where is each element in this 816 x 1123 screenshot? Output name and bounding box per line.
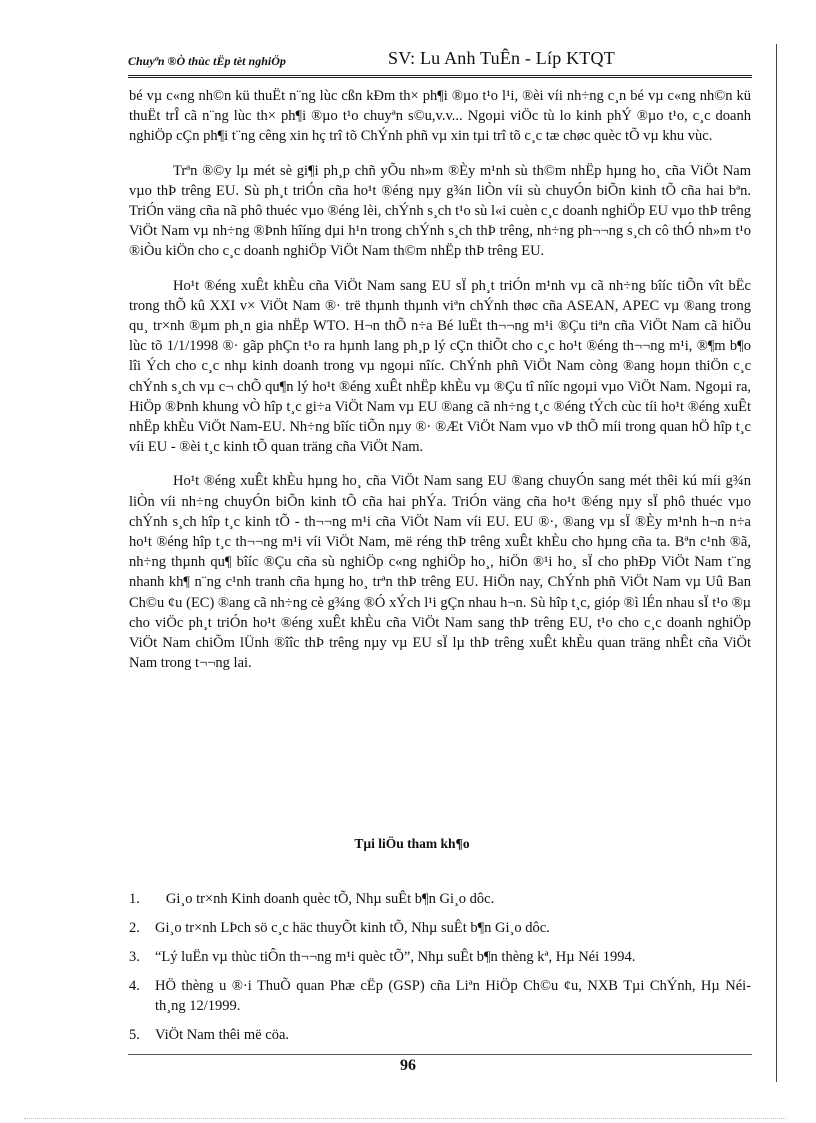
paragraph: Trªn ®©y lµ mét sè gi¶i ph¸p chñ yÕu nh»m ®Èy m¹nh sù th©m nhËp hµng ho¸ cña ViÖt Nam vµo thÞ trêng EU. Sù ph¸t triÓn cña ho¹t ®éng nµy g¾n liÒn víi sù chuyÓn biÕn kinh tÕ cña hai bªn. TriÓn väng cña nã phô thuéc vµo ®éng lèi, chÝnh s¸ch t¹o sù l«i cuèn c¸c doanh nghiÖp EU vµo thÞ trêng ViÖt Nam vµ nh÷ng ®Þnh hîíng dµi h¹n trong chÝnh s¸ch thÞ trêng, nh÷ng ph¬¬ng s¸ch cô thÓ nh»m t¹o ®iÒu kiÖn cho c¸c doanh nghiÖp ViÖt Nam th©m nhËp thÞ trêng EU. bbox=[129, 162, 751, 260]
reference-item bbox=[129, 1025, 751, 1045]
page-number: 96 bbox=[400, 1057, 416, 1074]
reference-item bbox=[129, 947, 751, 967]
reference-text: HÖ thèng u ®·i ThuÕ quan Phæ cËp (GSP) cña Liªn HiÖp Ch©u ¢u, NXB Tµi ChÝnh, Hµ Néi- th¸ng 12/1999. bbox=[155, 978, 751, 1014]
reference-text: Gi¸o tr×nh LÞch sö c¸c häc thuyÕt kinh tÕ, Nhµ suÊt b¶n Gi¸o dôc. bbox=[155, 920, 550, 936]
page-frame-bottom bbox=[24, 1118, 786, 1119]
paragraph: Ho¹t ®éng xuÊt khÈu cña ViÖt Nam sang EU sÏ ph¸t triÓn m¹nh vµ cã nh÷ng bîíc tiÕn vît bËc trong thÕ kû XXI v× ViÖt Nam ®· trë thµnh thµnh viªn chÝnh thøc cña ASEAN, APEC vµ ®ang trong qu¸ tr×nh ®µm ph¸n gia nhËp WTO. H¬n thÕ n÷a Bé luËt th¬¬ng m¹i ®Çu tiªn cña ViÖt Nam cã hiÖu lùc tõ 1/1/1998 ®· gãp phÇn t¹o ra hµnh lang ph¸p lý cÇn thiÕt cho c¸c ho¹t ®éng th¬¬ng m¹i, ®¶m b¶o lîi Ých cho c¸c nhµ kinh doanh trong vµ ngoµi nîíc. ChÝnh phñ ViÖt Nam còng ®ang hoµn thiÖn c¸c chÝnh s¸ch vµ c¬ chÕ qu¶n lý ho¹t ®éng xuÊt nhËp khÈu vµ ®Çu tî nîíc ngoµi vµo ViÖt Nam. Ngoµi ra, HiÖp ®Þnh khung vÒ hîp t¸c gi÷a ViÖt Nam vµ EU ®ang cã nh÷ng t¸c ®éng tÝch cùc tíi ho¹t ®éng xuÊt nhËp khÈu ViÖt Nam-EU. Nh÷ng bîíc tiÕn nµy ®· ®Æt ViÖt Nam vµo vÞ thÕ míi trong quan hÖ hîp t¸c víi EU - ®èi t¸c kinh tÕ quan träng cña ViÖt Nam. bbox=[129, 277, 751, 456]
reference-item bbox=[129, 918, 751, 938]
references-title bbox=[0, 836, 816, 852]
reference-number: 1. bbox=[129, 891, 140, 907]
header-author: SV: Lu Anh TuÊn - Líp KTQT bbox=[388, 48, 615, 68]
reference-number: 2. bbox=[129, 920, 140, 936]
reference-number: 3. bbox=[129, 949, 140, 965]
reference-number: 5. bbox=[129, 1027, 140, 1043]
paragraph: Ho¹t ®éng xuÊt khÈu hµng ho¸ cña ViÖt Nam sang EU ®ang chuyÓn sang mét thêi kú míi g¾n liÒn víi nh÷ng chuyÓn biÕn kinh tÕ cña hai phÝa. TriÓn väng cña ho¹t ®éng nµy sÏ phô thuéc vµo chÝnh s¸ch hîp t¸c kinh tÕ - th¬¬ng m¹i cña ViÖt Nam víi EU. EU ®·, ®ang vµ sÏ ®Èy m¹nh h¬n n÷a ho¹t ®éng hîp t¸c th¬¬ng m¹i víi ViÖt Nam, më réng thÞ trêng xuÊt khÈu cho hµng cña ta. Bªn c¹nh ®ã, nh÷ng thµnh qu¶ bîíc ®Çu cña sù nghiÖp c«ng nghiÖp ho¸, hiÖn ®¹i ho¸ sÏ cho phÐp ViÖt Nam t¨ng nhanh kh¶ n¨ng c¹nh tranh cña hµng ho¸ trªn thÞ trêng EU. HiÖn nay, ChÝnh phñ ViÖt Nam vµ Uû Ban Ch©u ¢u (EC) ®ang cã nh÷ng cè g¾ng ®Ó xÝch l¹i gÇn nhau h¬n. Sù hîp t¸c, gióp ®ì lÉn nhau sÏ t¹o ®µ cho viÖc ph¸t triÓn ho¹t ®éng xuÊt khÈu cña ViÖt Nam sang thÞ trêng EU, t¹o cho c¸c doanh nghiÖp ViÖt Nam chiÕm lÜnh ®îîc thÞ trêng nµy vµ EU sÏ lµ thÞ trêng xuÊt khÈu quan träng nhÊt cña ViÖt Nam trong t¬¬ng lai. bbox=[129, 473, 751, 672]
body-text bbox=[129, 86, 751, 687]
paragraph: bé vµ c«ng nh©n kü thuËt n¨ng lùc cßn kÐm th× ph¶i ®µo t¹o l¹i, ®èi víi nh÷ng c¸n bé vµ c«ng nh©n kü thuËt trÎ cã n¨ng lùc th× ph¶i ®µo t¹o chuyªn s©u,v.v... Ngoµi viÖc tù lo kinh phÝ ®µo t¹o, c¸c doanh nghiÖp cÇn ph¶i t¨ng cêng xin hç trî tõ ChÝnh phñ vµ xin tµi trî tõ c¸c tæ chøc quèc tÕ vµ khu vùc. bbox=[129, 88, 751, 145]
footer-rule bbox=[128, 1054, 752, 1055]
page-frame-right bbox=[776, 44, 777, 1082]
reference-text: ViÖt Nam thêi më cöa. bbox=[155, 1027, 290, 1043]
reference-item bbox=[129, 976, 751, 1016]
reference-text: Gi¸o tr×nh Kinh doanh quèc tÕ, Nhµ suÊt b¶n Gi¸o dôc. bbox=[155, 891, 495, 907]
reference-item bbox=[129, 889, 751, 909]
reference-number: 4. bbox=[129, 978, 140, 994]
page-header bbox=[128, 48, 752, 74]
header-rule bbox=[128, 75, 752, 78]
references-title-text: Tµi liÖu tham kh¶o bbox=[354, 836, 470, 851]
reference-text: “Lý luËn vµ thùc tiÔn th¬¬ng m¹i quèc tÕ”, Nhµ suÊt b¶n thèng kª, Hµ Néi 1994. bbox=[155, 949, 636, 965]
references-list bbox=[129, 889, 751, 1054]
header-topic: Chuyªn ®Ò thùc tËp tèt nghiÖp bbox=[128, 54, 286, 68]
